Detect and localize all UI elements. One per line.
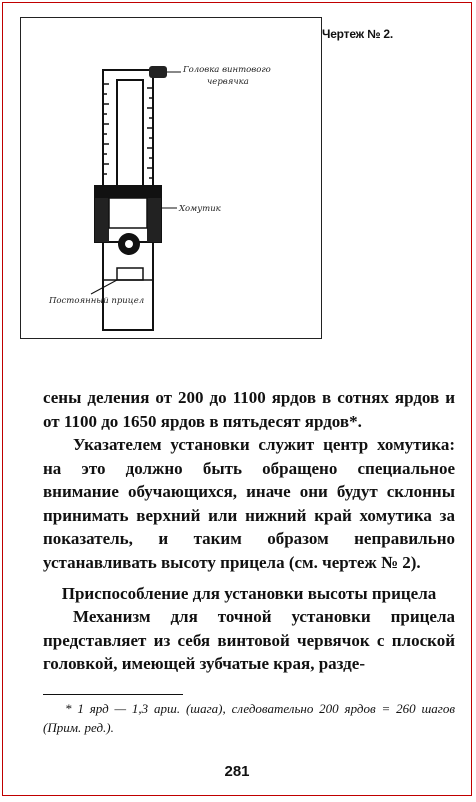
callout-screw-line-2: червячка — [207, 77, 249, 87]
sight-drawing — [21, 18, 321, 338]
footnote: * 1 ярд — 1,3 арш. (шага), следовательно 200 ярдов = 260 шагов (Прим. ред.). — [43, 701, 455, 735]
collar-right-side — [147, 198, 161, 242]
screw-head — [149, 66, 167, 78]
callout-fixed-sight: Постоянный прицел — [49, 296, 145, 306]
section-heading: Приспособление для установки высоты прицела — [61, 584, 437, 603]
page-number: 281 — [224, 763, 250, 780]
paragraph-3: Механизм для точной установки прицела представляет из себя винтовой червячок с плоской головкой, имеющей зубчатые края, разде- — [43, 607, 455, 673]
drawing-number-label: Чертеж № 2. — [321, 27, 393, 41]
ladder-slot — [117, 80, 143, 186]
footnote-divider — [43, 694, 183, 695]
callout-collar: Хомутик — [179, 204, 221, 214]
book-page — [2, 2, 472, 796]
paragraph-1: сены деления от 200 до 1100 ярдов в сотнях ярдов и от 1100 до 1650 ярдов в пятьдесят ярдов*. — [43, 388, 455, 431]
base-notch — [117, 268, 143, 280]
collar-left-side — [95, 198, 109, 242]
collar-top-band — [95, 186, 161, 198]
paragraph-2: Указателем установки служит центр хомутика: на это должно быть обращено специальное внимание обучающихся, иначе они будут склонны принимать верхний или нижний край хомутика за показатель, и таким образом неправильно устанавливать высоту прицела (см. чертеж № 2). — [43, 435, 455, 572]
callout-screw-line-1: Головка винтового — [183, 65, 271, 75]
figure-drawing — [20, 17, 322, 339]
ladder-frame — [103, 70, 153, 330]
